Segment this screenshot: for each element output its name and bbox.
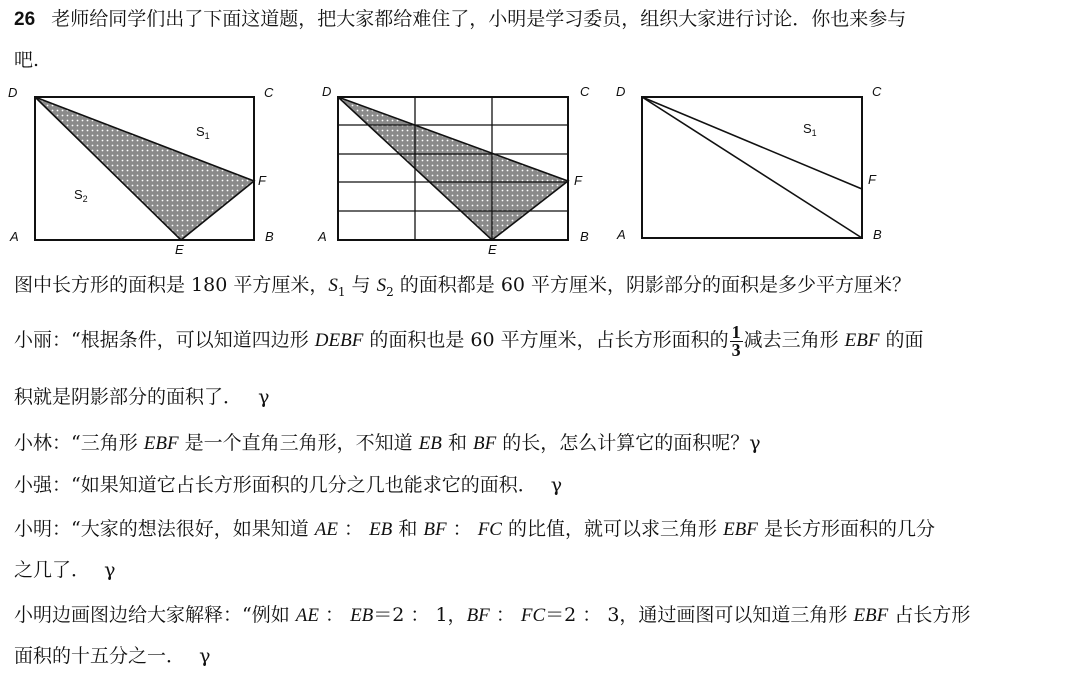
xiaoli-line-2 xyxy=(14,384,269,410)
xiaolin-text-g: 的长，怎么计算它的面积呢？ xyxy=(496,432,750,454)
xiaolin-eb: EB xyxy=(418,433,442,454)
explain-fc: FC xyxy=(520,605,546,626)
fig1-label-f: F xyxy=(258,173,266,188)
xiaoming-ebf: EBF xyxy=(723,519,758,540)
question-s2-sub: 2 xyxy=(386,284,394,299)
xiaolin-bf: BF xyxy=(473,433,497,454)
problem-text-2: 吧. xyxy=(14,49,40,71)
question-text-1: 图中长方形的面积是 180 平方厘米， xyxy=(14,274,329,296)
explain-text-k: 占长方形 xyxy=(888,604,971,626)
xiaoli-text-c: 的面积也是 60 平方厘米，占长方形面积的 xyxy=(363,329,729,351)
fig2-label-d: D xyxy=(322,84,332,99)
gamma-mark: γ xyxy=(749,432,761,454)
xiaoqiang-line xyxy=(14,472,562,498)
fig3-label-b: B xyxy=(873,227,882,242)
xiaoming-fc: FC xyxy=(477,519,502,540)
problem-line-2 xyxy=(14,47,39,73)
xiaoming-line-1 xyxy=(14,516,935,543)
gamma-mark: γ xyxy=(258,386,270,408)
fig1-label-s2: $S_2$ xyxy=(74,187,88,204)
question-line xyxy=(14,272,911,305)
xiaoli-text-g: 积就是阴影部分的面积了． xyxy=(14,386,243,408)
xiaoming-text-e: 和 xyxy=(392,518,424,540)
explain-ebf: EBF xyxy=(853,605,889,626)
explain-ae: AE xyxy=(295,605,319,626)
explain-colon-1: ： xyxy=(318,604,351,626)
xiaoli-text-a: 小丽：“根据条件，可以知道四边形 xyxy=(14,329,315,351)
fig2-label-c: C xyxy=(580,84,590,99)
xiaoli-line-1 xyxy=(14,322,924,359)
xiaoming-ae: AE xyxy=(314,519,338,540)
explain-text-e: ＝2 ： 1， xyxy=(373,604,467,626)
xiaolin-text-c: 是一个直角三角形，不知道 xyxy=(178,432,419,454)
explain-eb: EB xyxy=(350,605,374,626)
fig1-label-s1: $S_1$ xyxy=(196,124,210,141)
explain-text-i: ＝2 ： 3，通过画图可以知道三角形 xyxy=(545,604,854,626)
question-s1: S xyxy=(328,275,338,296)
xiaoli-debf: DEBF xyxy=(314,330,364,351)
fig1-label-e: E xyxy=(175,242,184,257)
figure-1 xyxy=(8,85,274,257)
xiaolin-text-e: 和 xyxy=(441,432,473,454)
fig3-line-db xyxy=(642,97,862,238)
fraction-numerator: 1 xyxy=(731,321,741,342)
fraction-denominator: 3 xyxy=(731,339,741,360)
fig1-label-c: C xyxy=(264,85,274,100)
xiaolin-text-a: 小林：“三角形 xyxy=(14,432,144,454)
problem-number: 26 xyxy=(14,9,36,30)
xiaoli-ebf: EBF xyxy=(844,330,880,351)
xiaoming-text-a: 小明：“大家的想法很好，如果知道 xyxy=(14,518,315,540)
fig1-label-a: A xyxy=(10,229,19,244)
xiaoming-text-k: 是长方形面积的几分 xyxy=(757,518,935,540)
fig1-shaded-triangle xyxy=(35,97,254,240)
question-s1-sub: 1 xyxy=(337,284,346,299)
xiaoli-text-d: 减去三角形 xyxy=(743,329,845,351)
fig3-line-df xyxy=(642,97,862,189)
fraction-one-third xyxy=(730,321,743,360)
figures-area xyxy=(0,78,1080,268)
problem-text-1: 老师给同学们出了下面这道题，把大家都给难住了，小明是学习委员，组织大家进行讨论．你也来参与 xyxy=(51,8,907,30)
fig3-label-c: C xyxy=(872,84,882,99)
fig2-label-f: F xyxy=(574,173,582,188)
fig2-label-a: A xyxy=(318,229,327,244)
explain-text-a: 小明边画图边给大家解释：“例如 xyxy=(14,604,296,626)
xiaoming-text-i: 的比值，就可以求三角形 xyxy=(501,518,724,540)
gamma-mark: γ xyxy=(199,645,211,667)
fig1-label-b: B xyxy=(265,229,274,244)
explain-colon-2: ： xyxy=(489,604,521,626)
xiaolin-ebf: EBF xyxy=(143,433,179,454)
gamma-mark: γ xyxy=(104,559,116,581)
question-text-2: 与 xyxy=(345,274,377,296)
xiaoming-line-2 xyxy=(14,557,115,583)
xiaoming-text-l: 之几了． xyxy=(14,559,91,581)
explain-bf: BF xyxy=(466,605,490,626)
question-text-3: 的面积都是 60 平方厘米，阴影部分的面积是多少平方厘米？ xyxy=(393,274,912,296)
figure-3 xyxy=(616,84,882,242)
fig3-label-s1: $S_1$ xyxy=(803,121,817,138)
fig2-label-e: E xyxy=(488,242,497,257)
explain-line-2 xyxy=(14,643,210,669)
figure-2 xyxy=(317,84,590,257)
gamma-mark: γ xyxy=(550,474,563,496)
fig3-label-d: D xyxy=(616,84,626,99)
question-s2: S xyxy=(376,275,387,296)
xiaoqiang-text: 小强：“如果知道它占长方形面积的几分之几也能求它的面积． xyxy=(14,474,537,496)
xiaolin-line xyxy=(14,430,761,457)
fig3-label-a: A xyxy=(617,227,626,242)
explain-line-1 xyxy=(14,602,970,629)
fig3-label-f: F xyxy=(868,172,876,187)
xiaoming-eb: EB xyxy=(369,519,393,540)
fig1-label-d: D xyxy=(8,85,18,100)
xiaoming-bf: BF xyxy=(423,519,447,540)
xiaoming-colon-1: ： xyxy=(337,518,370,540)
problem-line-1 xyxy=(14,6,906,33)
xiaoli-text-f: 的面 xyxy=(879,329,924,351)
fig2-label-b: B xyxy=(580,229,589,244)
explain-text-l: 面积的十五分之一． xyxy=(14,645,186,667)
xiaoming-colon-2: ： xyxy=(446,518,478,540)
